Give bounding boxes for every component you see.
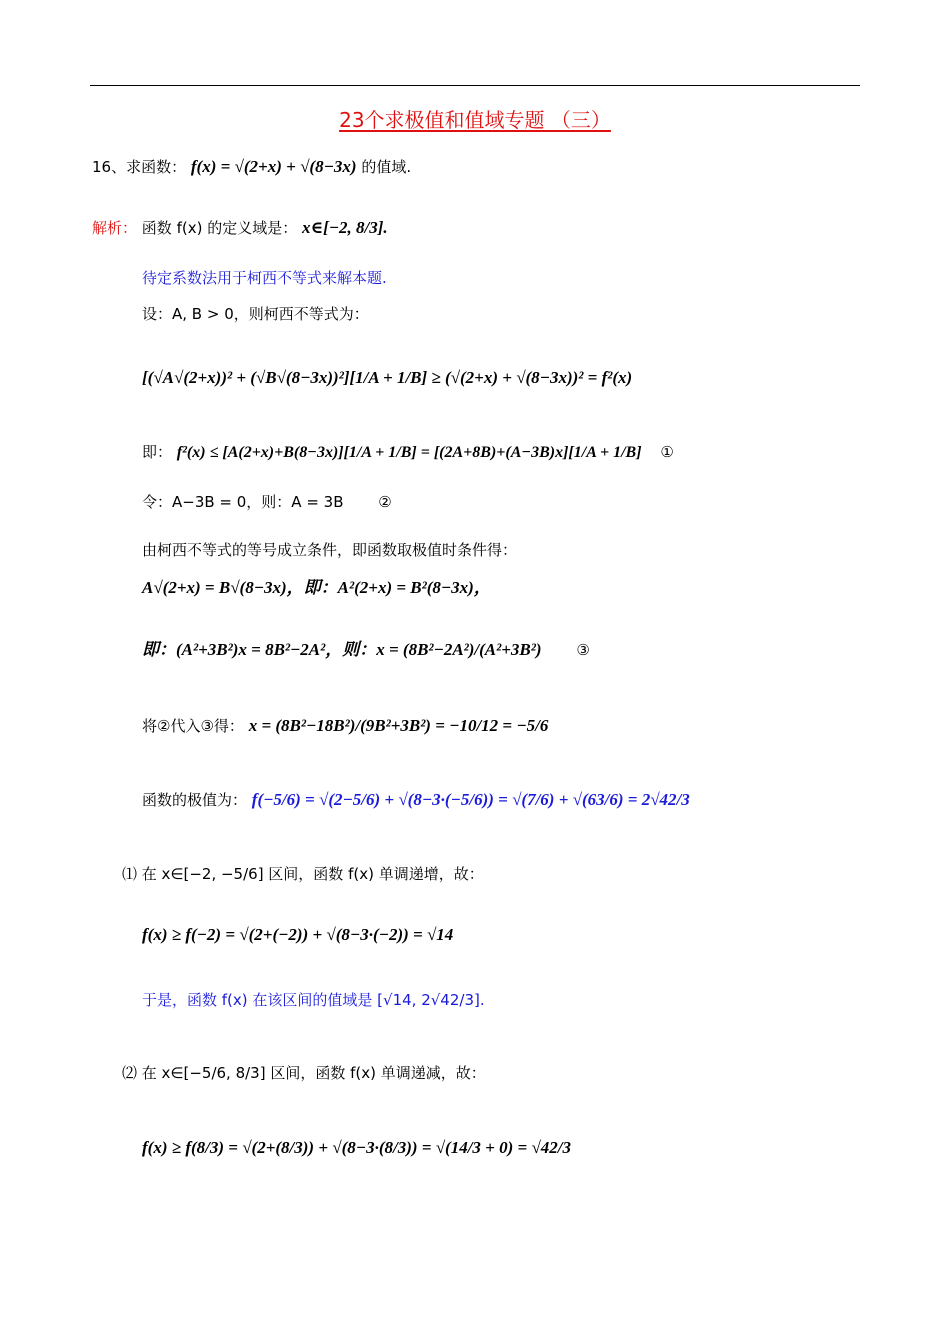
substitution-line: [142, 716, 548, 736]
step1-prefix: 即：: [142, 443, 173, 461]
extreme-text: 函数的极值为：: [142, 791, 248, 809]
domain-line: [92, 218, 388, 238]
case1-line: [122, 864, 484, 884]
equality-formula: A√(2+x) = B√(8−3x)，即：A²(2+x) = B²(8−3x)，: [142, 578, 491, 597]
domain-formula: x∈[−2, 8/3].: [301, 218, 388, 237]
mark-1: ①: [660, 443, 674, 461]
mark-3: ③: [576, 641, 590, 659]
domain-text: 函数 f(x) 的定义域是：: [141, 219, 298, 237]
equality-line: [142, 578, 491, 598]
case1-result: 于是，函数 f(x) 在该区间的值域是 [√14, 2√42/3].: [142, 991, 485, 1009]
step1-formula: f²(x) ≤ [A(2+x)+B(8−3x)][1/A + 1/B] = [(2A+8B)+(A−3B)x][1/A + 1/B]: [176, 444, 642, 461]
problem-tail: 的值域.: [361, 158, 412, 176]
problem-line: [92, 157, 411, 177]
step1-line: [142, 442, 674, 463]
page-title: 23个求极值和值域专题 （三）: [339, 108, 611, 132]
case2-formula: f(x) ≥ f(8/3) = √(2+(8/3)) + √(8−3·(8/3)) = √(14/3 + 0) = √42/3: [142, 1138, 572, 1157]
case1-formula-line: [142, 925, 453, 945]
case2-text: ⑵ 在 x∈[−5/6, 8/3] 区间，函数 f(x) 单调递减，故：: [122, 1064, 486, 1082]
mark-2: ②: [378, 493, 392, 511]
problem-label: 16、求函数：: [92, 158, 187, 176]
case2-formula-line: [142, 1138, 571, 1158]
step2-text: 令：A−3B = 0，则：A = 3B: [142, 493, 344, 511]
method-note: 待定系数法用于柯西不等式来解本题.: [142, 269, 387, 287]
setup-line: 设：A, B > 0，则柯西不等式为：: [142, 305, 369, 323]
substitution-formula: x = (8B²−18B²)/(9B²+3B²) = −10/12 = −5/6: [248, 716, 549, 735]
case2-line: [122, 1063, 486, 1083]
solution-label: 解析：: [92, 219, 138, 237]
case1-formula: f(x) ≥ f(−2) = √(2+(−2)) + √(8−3·(−2)) = √14: [142, 925, 454, 944]
header-rule: [90, 85, 860, 86]
substitution-text: 将②代入③得：: [142, 717, 244, 735]
cauchy-formula: [(√A√(2+x))² + (√B√(8−3x))²][1/A + 1/B] ≥ (√(2+x) + √(8−3x))² = f²(x): [142, 368, 633, 387]
extreme-formula: f(−5/6) = √(2−5/6) + √(8−3·(−5/6)) = √(7/6) + √(63/6) = 2√42/3: [251, 790, 690, 809]
step2-line: [142, 492, 392, 512]
step3-formula: 即：(A²+3B²)x = 8B²−2A²，则：x = (8B²−2A²)/(A²+3B²): [142, 640, 542, 659]
extreme-line: [142, 790, 690, 810]
case1-text: ⑴ 在 x∈[−2, −5/6] 区间，函数 f(x) 单调递增，故：: [122, 865, 484, 883]
cauchy-line: [142, 368, 632, 388]
step3-line: [142, 640, 590, 660]
problem-formula: f(x) = √(2+x) + √(8−3x): [190, 157, 357, 176]
equality-text: 由柯西不等式的等号成立条件，即函数取极值时条件得：: [142, 541, 518, 559]
